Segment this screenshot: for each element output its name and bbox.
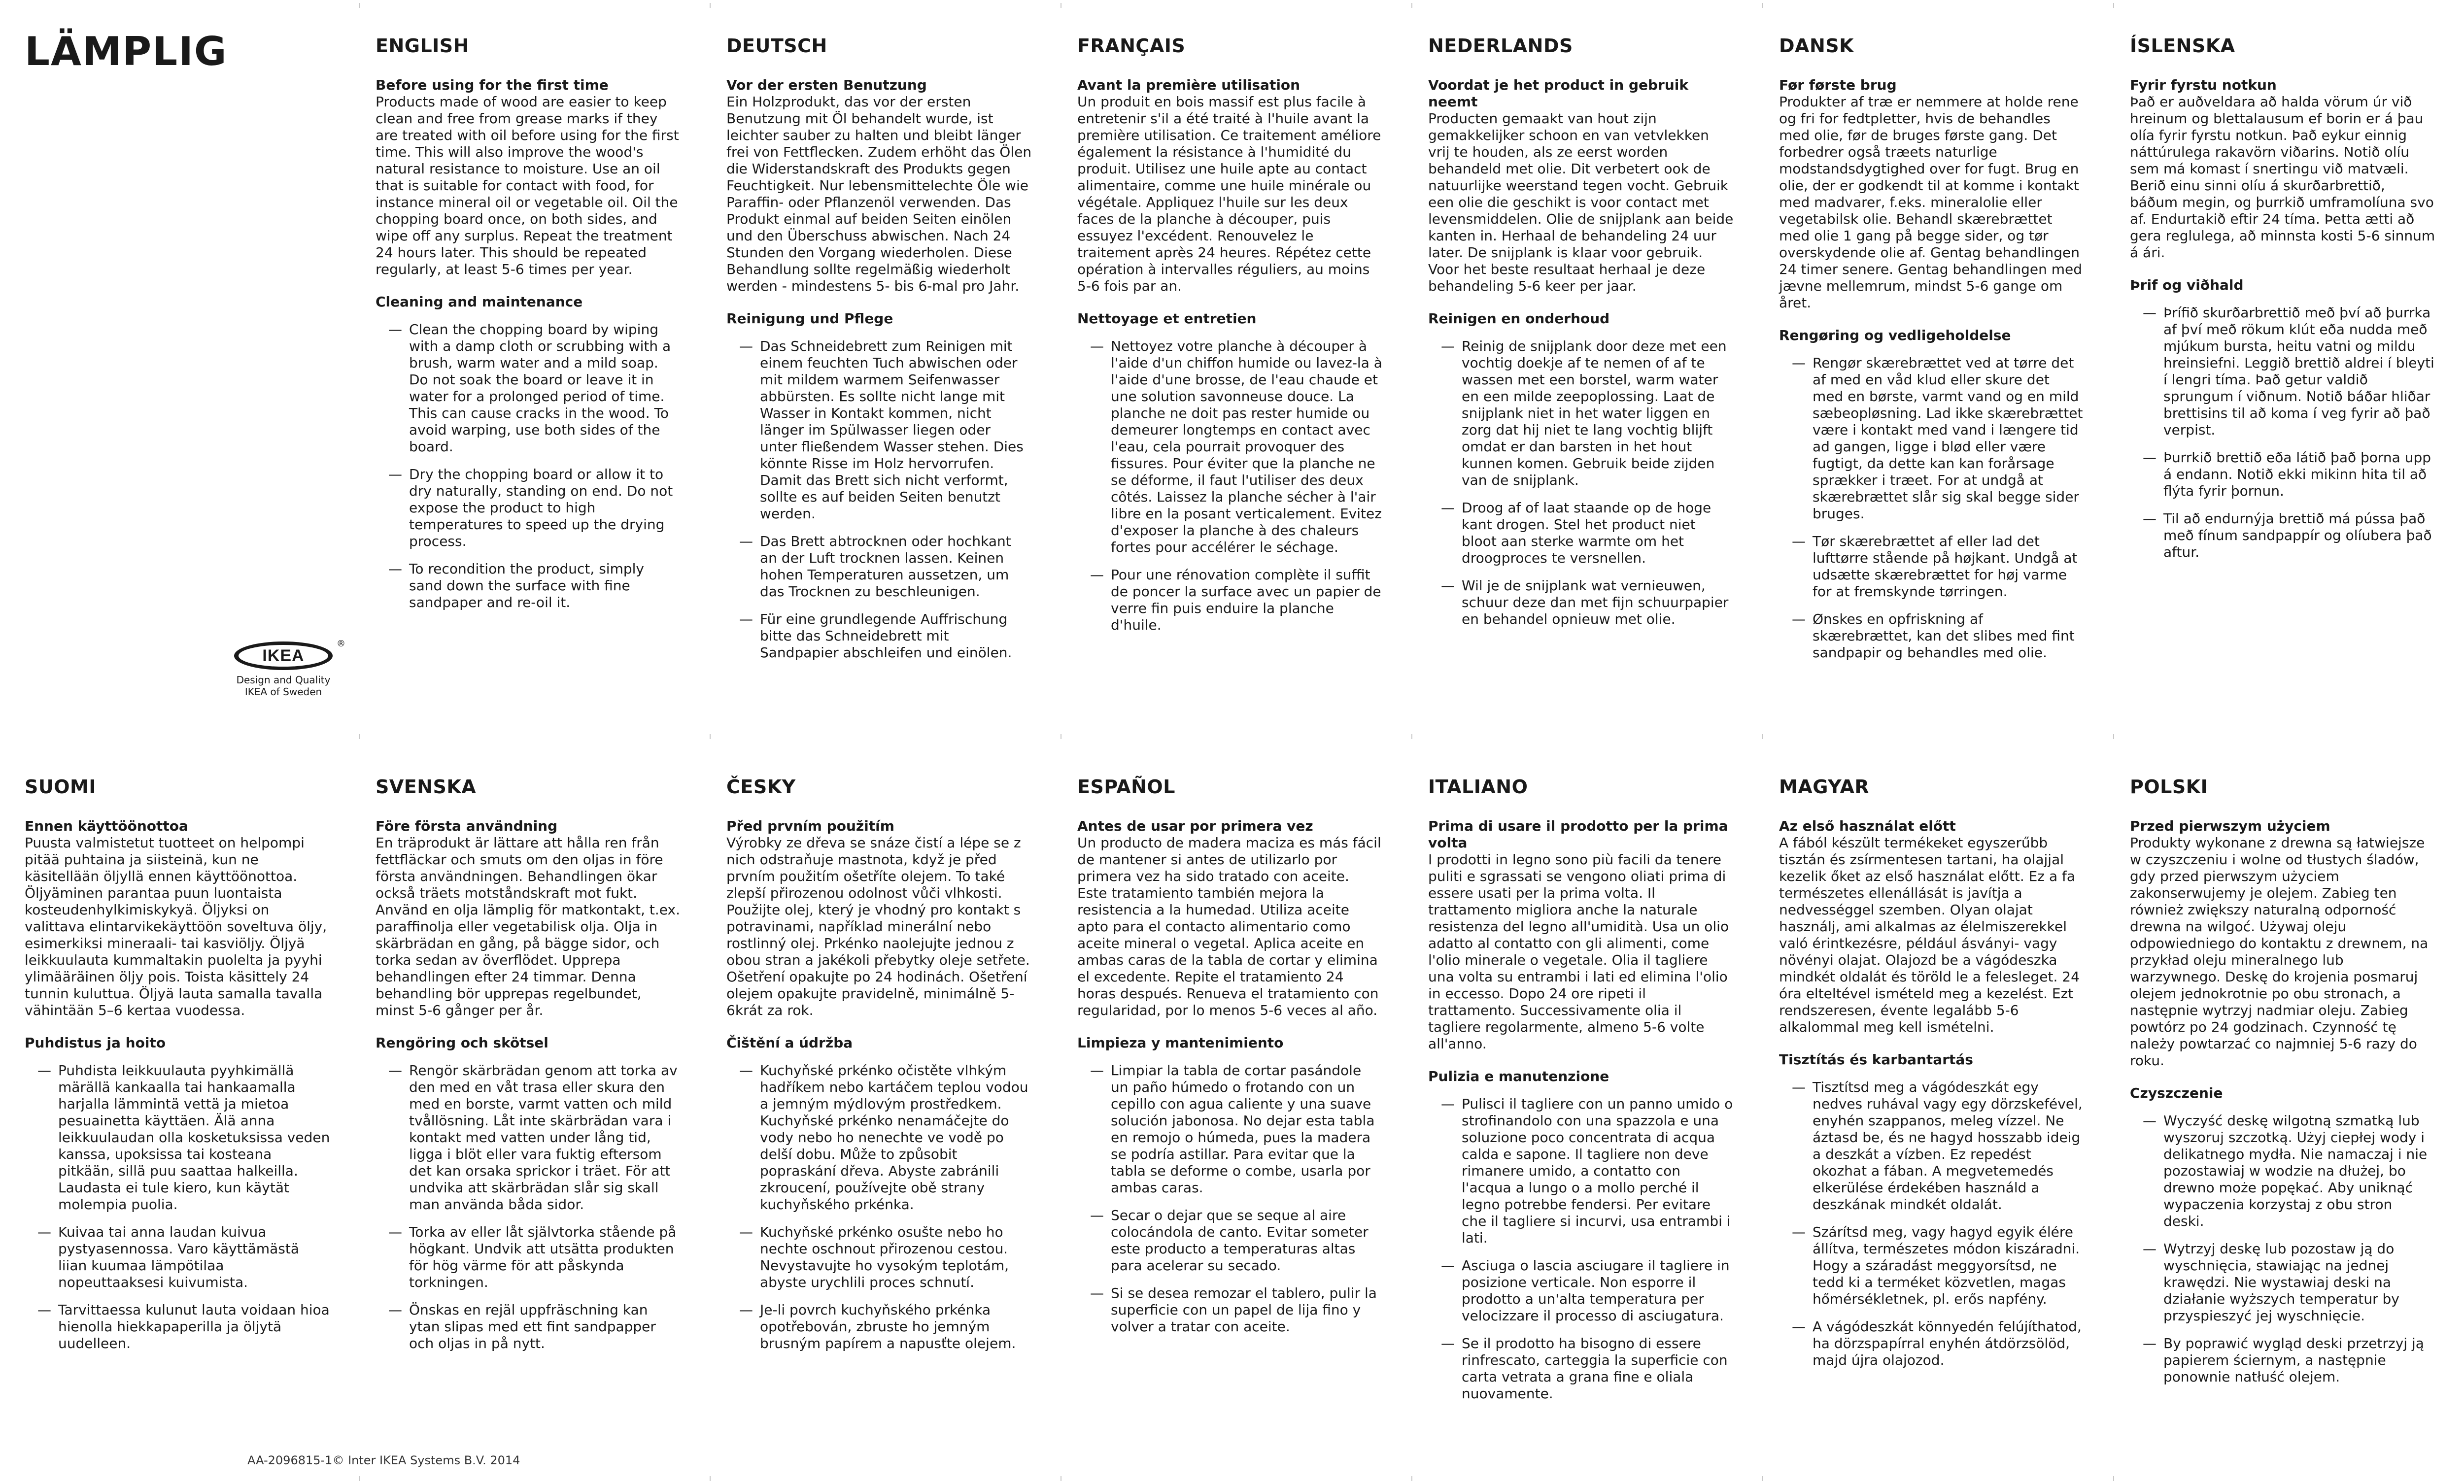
language-heading: NEDERLANDS [1428,35,1573,57]
first-use-heading: Antes de usar por primera vez [1077,818,1313,834]
care-step: — Kuchyňské prkénko očistěte vlhkým hadříkem nebo kartáčem teplou vodou a jemným mýdlovým prostředkem. Kuchyňské prkénko nenamáčejte do vody nebo ho nenechte ve vodě po delší dobu. Může to způsobit popraskání dřeva. Abyste zabránili zkroucení, používejte obě strany kuchyňského prkénka. [726,1062,1032,1213]
first-use-heading: Az első használat előtt [1779,818,1956,834]
first-use-text: Produkter af træ er nemmere at holde rene og fri for fedtpletter, hvis de behandles med olie, før de bruges første gang. Det forbedrer også træets naturlige modstandsdygtighed over for fugt. Brug en olie, der er godkendt til at komme i kontakt med madvarer, f.eks. mineralolie eller vegetabilsk olie. Behandl skærebrættet med olie 1 gang på begge sider, og tør overskydende olie af. Gentag behandlingen 24 timer senere. Gentag behandlingen med jævne mellemrum, mindst 5-6 gange om året. [1779,94,2083,311]
care-step: — Secar o dejar que se seque al aire colocándola de canto. Evitar someter este producto a temperaturas altas para acelerar su secado. [1077,1207,1383,1274]
care-heading: Reinigen en onderhoud [1428,310,1610,327]
first-use-text: Það er auðveldara að halda vörum úr við hreinum og blettalausum ef borin er á þau olía fyrir fyrstu notkun. Það eykur einnig náttúrulega rakavörn viðarins. Notið olíu sem má komast í snertingu við matvæli. Berið einu sinni olíu á skurðarbrettið, báðum megin, og þurrkið umframolíuna svo af. Endurtakið eftir 24 tíma. Þetta ætti að gera reglulega, að minnsta kosti 5-6 sinnum á ári. [2130,94,2435,261]
language-heading: ESPAÑOL [1077,776,1175,798]
section-svenska [376,775,681,1363]
section-cesky [726,775,1032,1363]
first-use-heading: Vor der ersten Benutzung [726,77,927,93]
care-step: — Tarvittaessa kulunut lauta voidaan hioa hienolla hiekkapaperilla ja öljytä uudelleen. [25,1302,330,1352]
fold-mark [359,734,360,739]
section-english [376,34,681,622]
section-magyar [1779,775,2085,1380]
language-heading: ENGLISH [376,35,469,57]
care-step: — Rengör skärbrädan genom att torka av den med en våt trasa eller skura den med en borste, varmt vatten och mild tvållösning. Låt inte skärbrädan vara i kontakt med vatten under lång tid, ligga i blöt eller vara fuktig eftersom det kan orsaka sprickor i träet. För att undvika att skärbrädan slår sig skall man använda båda sidor. [376,1062,681,1213]
first-use-heading: Før første brug [1779,77,1897,93]
language-heading: ÍSLENSKA [2130,35,2235,57]
logo-tagline-origin: IKEA of Sweden [244,686,322,698]
care-step: — Rengør skærebrættet ved at tørre det af med en våd klud eller skure det med en børste, varmt vand og en mild sæbeopløsning. Lad ikke skærebrættet være i kontakt med vand i længere tid ad gangen, ligge i blød eller være fugtigt, da dette kan kan forårsage sprækker i træet. For at undgå at skærebrættet slår sig skal begge sider bruges. [1779,355,2085,522]
first-use-heading: Before using for the first time [376,77,609,93]
care-step: — Ønskes en opfriskning af skærebrættet, kan det slibes med fint sandpapir og behandles med olie. [1779,611,2085,661]
fold-mark [710,1476,711,1481]
fold-mark [2113,1476,2114,1481]
first-use-text: En träprodukt är lättare att hålla ren från fettfläckar och smuts om den oljas in före första användningen. Behandlingen ökar också träets motståndskraft mot fukt. Använd en olja lämplig för matkontakt, t.ex. paraffinolja eller vegetabilisk olja. Olja in skärbrädan en gång, på bägge sidor, och torka sedan av överflödet. Upprepa behandlingen efter 24 timmar. Denna behandling bör upprepas regelbundet, minst 5-6 gånger per år. [376,835,681,1018]
fold-mark [1762,3,1763,8]
language-heading: ITALIANO [1428,776,1528,798]
care-steps [726,338,1032,661]
care-step: — Wytrzyj deskę lub pozostaw ją do wyschnięcia, stawiając na jednej krawędzi. Nie wystawiaj deski na działanie wyższych temperatur by przyspieszyć jej wyschnięcie. [2130,1241,2435,1324]
section-francais [1077,34,1383,644]
care-step: — Das Schneidebrett zum Reinigen mit einem feuchten Tuch abwischen oder mit mildem warmem Seifenwasser abbürsten. Es sollte nicht lange mit Wasser in Kontakt kommen, nicht länger im Spülwasser liegen oder unter fließendem Wasser stehen. Dies könnte Risse im Holz hervorrufen. Damit das Brett sich nicht verformt, sollte es auf beiden Seiten benutzt werden. [726,338,1032,522]
care-step: — Pulisci il tagliere con un panno umido o strofinandolo con una spazzola e una soluzione poco concentrata di acqua calda e sapone. Il tagliere non deve rimanere umido, a contatto con l'acqua a lungo o a mollo perché il legno potrebbe fendersi. Per evitare che il tagliere si incurvi, usa entrambi i lati. [1428,1096,1734,1247]
care-step: — Önskas en rejäl uppfräschning kan ytan slipas med ett fint sandpapper och oljas in på nytt. [376,1302,681,1352]
care-heading: Rengøring og vedligeholdelse [1779,327,2011,343]
ikea-logo-block [224,639,345,698]
document-code: AA-2096815-1© Inter IKEA Systems B.V. 2014 [247,1453,520,1467]
care-step: — Asciuga o lascia asciugare il tagliere in posizione verticale. Non esporre il prodotto a un'alta temperatura per velocizzare il processo di asciugatura. [1428,1257,1734,1324]
care-step: — Limpiar la tabla de cortar pasándole un paño húmedo o frotando con un cepillo con agua caliente y una suave solución jabonosa. No dejar esta tabla en remojo o húmeda, pues la madera se podría astillar. Para evitar que la tabla se deforme o combe, usarla por ambas caras. [1077,1062,1383,1196]
care-heading: Reinigung und Pflege [726,310,893,327]
first-use-text: Un producto de madera maciza es más fácil de mantener si antes de utilizarlo por primera vez ha sido tratado con aceite. Este tratamiento también mejora la resistencia a la humedad. Utiliza aceite apto para el contacto alimentario como aceite mineral o vegetal. Aplica aceite en ambas caras de la tabla de cortar y elimina el excedente. Repite el tratamiento 24 horas después. Renueva el tratamiento con regularidad, por lo menos 5-6 veces al año. [1077,835,1381,1018]
first-use-heading: Voordat je het product in gebruik neemt [1428,77,1688,110]
care-step: — Droog af of laat staande op de hoge kant drogen. Stel het product niet bloot aan sterke warmte om het droogproces te versnellen. [1428,500,1734,567]
registered-mark: ® [337,639,345,649]
language-heading: DEUTSCH [726,35,827,57]
section-islenska [2130,34,2435,572]
fold-mark [1411,734,1412,739]
care-step: — Tør skærebrættet af eller lad det lufttørre stående på højkant. Undgå at udsætte skærebrættet for høj varme for at fremskynde tørringen. [1779,533,2085,600]
care-steps [726,1062,1032,1352]
care-heading: Čištění a údržba [726,1035,853,1051]
care-step: — Þurrkið brettið eða látið það þorna upp á endann. Notið ekki mikinn hita til að flýta fyrir þornun. [2130,449,2435,500]
language-heading: FRANÇAIS [1077,35,1186,57]
section-dansk [1779,34,2085,672]
care-heading: Puhdistus ja hoito [25,1035,166,1051]
care-steps [1779,355,2085,661]
fold-mark [710,3,711,8]
care-step: — Kuivaa tai anna laudan kuivua pystyasennossa. Varo käyttämästä liian kuumaa lämpötilaa nopeuttaaksesi kuivumista. [25,1224,330,1291]
care-steps [1077,1062,1383,1335]
care-step: — Je-li povrch kuchyňského prkénka opotřebován, zbruste ho jemným brusným papírem a napusťte olejem. [726,1302,1032,1352]
care-steps [376,321,681,611]
section-suomi [25,775,330,1363]
first-use-text: Ein Holzprodukt, das vor der ersten Benutzung mit Öl behandelt wurde, ist leichter sauber zu halten und bleibt länger frei von Fettflecken. Zudem erhöht das Ölen die Widerstandskraft des Produkts gegen Feuchtigkeit. Nur lebensmittelechte Öle wie Paraffin- oder Pflanzenöl verwenden. Das Produkt einmal auf beiden Seiten einölen und den Überschuss abwischen. Nach 24 Stunden den Vorgang wiederholen. Diese Behandlung sollte regelmäßig wiederholt werden - mindestens 5- bis 6-mal pro Jahr. [726,94,1032,294]
care-steps [25,1062,330,1352]
care-heading: Czyszczenie [2130,1085,2223,1101]
care-step: — Wyczyść deskę wilgotną szmatką lub wyszoruj szczotką. Użyj ciepłej wody i delikatnego mydła. Nie namaczaj i nie pozostawiaj w wodzie na dłużej, bo drewno może popękać. Aby uniknąć wypaczenia korzystaj z obu stron deski. [2130,1113,2435,1230]
care-step: — Das Brett abtrocknen oder hochkant an der Luft trocknen lassen. Keinen hohen Temperaturen aussetzen, um das Trocknen zu beschleunigen. [726,533,1032,600]
care-steps [2130,1113,2435,1385]
first-use-heading: Před prvním použitím [726,818,894,834]
care-steps [1428,1096,1734,1402]
care-step: — Szárítsd meg, vagy hagyd egyik élére állítva, természetes módon kiszáradni. Hogy a száradást meggyorsítsd, ne tedd ki a terméket közvetlen, magas hőmérsékletnek, pl. erős napfény. [1779,1224,2085,1308]
first-use-text: I prodotti in legno sono più facili da tenere puliti e sgrassati se vengono oliati prima di essere usati per la prima volta. Il trattamento migliora anche la naturale resistenza del legno all'umidità. Usa un olio adatto al contatto con gli alimenti, come l'olio minerale o vegetale. Olia il tagliere una volta su entrambi i lati ed elimina l'olio in eccesso. Dopo 24 ore ripeti il trattamento. Successivamente olia il tagliere regolarmente, almeno 5-6 volte all'anno. [1428,851,1729,1052]
language-heading: MAGYAR [1779,776,1870,798]
fold-mark [359,3,360,8]
language-heading: POLSKI [2130,776,2208,798]
care-steps [2130,304,2435,561]
language-heading: SVENSKA [376,776,477,798]
section-espanol [1077,775,1383,1346]
care-steps [1779,1079,2085,1369]
care-step: — A vágódeszkát könnyedén felújíthatod, ha dörzspapírral enyhén átdörzsölöd, majd újra olajozod. [1779,1318,2085,1369]
logo-tagline: Design and Quality [236,674,331,686]
first-use-text: Puusta valmistetut tuotteet on helpompi pitää puhtaina ja siisteinä, kun ne käsitellään öljyllä ennen käyttöönottoa. Öljyäminen parantaa puun luontaista kosteudenhylkimiskykyä. Öljyksi on valittava elintarvikekäyttöön soveltuva öljy, esimerkiksi mineraali- tai kasviöljy. Öljyä leikkuulauta kummaltakin puolelta ja pyyhi ylimääräinen öljy pois. Toista käsittely 24 tunnin kuluttua. Öljyä lauta samalla tavalla vähintään 5–6 kertaa vuodessa. [25,835,327,1018]
care-step: — Tisztítsd meg a vágódeszkát egy nedves ruhával vagy egy dörzskefével, enyhén szappanos, meleg vízzel. Ne áztasd be, és ne hagyd hosszabb ideig a deszkát a vízben. Ez repedést okozhat a fában. A megvetemedés elkerülése érdekében használd a deszkának mindkét oldalát. [1779,1079,2085,1213]
first-use-text: Products made of wood are easier to keep clean and free from grease marks if they are treated with oil before using for the first time. This will also improve the wood's natural resistance to moisture. Use an oil that is suitable for contact with food, for instance mineral oil or vegetable oil. Oil the chopping board once, on both sides, and wipe off any surplus. Repeat the treatment 24 hours later. This should be repeated regularly, at least 5-6 times per year. [376,94,679,277]
care-steps [376,1062,681,1352]
care-step: — Kuchyňské prkénko osušte nebo ho nechte oschnout přirozenou cestou. Nevystavujte ho vysokým teplotám, abyste urychlili proces schnutí. [726,1224,1032,1291]
first-use-heading: Prima di usare il prodotto per la prima volta [1428,818,1728,851]
care-step: — Þrífið skurðarbrettið með því að þurrka af því með rökum klút eða nudda með mjúkum bursta, heitu vatni og mildu hreinsiefni. Leggið brettið aldrei í bleyti í lengri tíma. Það getur valdið sprungum í viðnum. Notið báðar hliðar brettisins til að koma í veg fyrir að það verpist. [2130,304,2435,438]
care-step: — Puhdista leikkuulauta pyyhkimällä märällä kankaalla tai hankaamalla harjalla lämmintä vettä ja mietoa pesuainetta käyttäen. Älä anna leikkuulaudan olla kosketuksissa veden kanssa, upoksissa tai kosteana pitkään, sillä puu saattaa halkeilla. Laudasta ei tule kiero, kun käytät molempia puolia. [25,1062,330,1213]
ikea-logo-icon [234,639,345,670]
care-step: — By poprawić wygląd deski przetrzyj ją papierem ściernym, a następnie ponownie natłuść olejem. [2130,1335,2435,1385]
first-use-heading: Fyrir fyrstu notkun [2130,77,2277,93]
fold-mark [359,1476,360,1481]
ikea-logo-text: IKEA [239,645,328,667]
care-heading: Þrif og viðhald [2130,277,2244,293]
care-step: — Wil je de snijplank wat vernieuwen, schuur deze dan met fijn schuurpapier en behandel opnieuw met olie. [1428,577,1734,628]
language-heading: DANSK [1779,35,1854,57]
first-use-heading: Przed pierwszym użyciem [2130,818,2330,834]
first-use-heading: Före första användning [376,818,558,834]
first-use-text: Produkty wykonane z drewna są łatwiejsze w czyszczeniu i wolne od tłustych śladów, gdy przed pierwszym użyciem zakonserwujemy je olejem. Zabieg ten również zwiększy naturalną odporność drewna na wilgoć. Używaj oleju odpowiedniego do kontaktu z drewnem, na przykład oleju mineralnego lub warzywnego. Deskę do krojenia posmaruj olejem jednokrotnie po obu stronach, a następnie wytrzyj nadmiar oleju. Zabieg powtórz po 24 godzinach. Czynność tę należy powtarzać co najmniej 5-6 razy do roku. [2130,835,2429,1069]
care-step: — Für eine grundlegende Auffrischung bitte das Schneidebrett mit Sandpapier abschleifen und einölen. [726,611,1032,661]
first-use-text: A fából készült termékeket egyszerűbb tisztán és zsírmentesen tartani, ha olajjal kezelik őket az első használat előtt. Ez a fa természetes ellenállását is javítja a nedvességgel szemben. Olyan olajat használj, ami alkalmas az élelmiszerekkel való érintkezésre, például ásványi- vagy növényi olajat. Olajozd be a vágódeszka mindkét oldalát és töröld le a felesleget. 24 óra elteltével ismételd meg a kezelést. Ezt rendszeresen, évente legalább 5-6 alkalommal meg kell ismételni. [1779,835,2080,1035]
first-use-heading: Ennen käyttöönottoa [25,818,188,834]
fold-mark [2113,734,2114,739]
care-steps [1428,338,1734,628]
care-heading: Rengöring och skötsel [376,1035,548,1051]
first-use-heading: Avant la première utilisation [1077,77,1300,93]
care-heading: Pulizia e manutenzione [1428,1068,1609,1084]
care-step: — Clean the chopping board by wiping with a damp cloth or scrubbing with a brush, warm water and a mild soap. Do not soak the board or leave it in water for a prolonged period of time. This can cause cracks in the wood. To avoid warping, use both sides of the board. [376,321,681,455]
first-use-text: Un produit en bois massif est plus facile à entretenir s'il a été traité à l'huile avant la première utilisation. Ce traitement améliore également la résistance à l'humidité du produit. Utilisez une huile apte au contact alimentaire, comme une huile minérale ou végétale. Appliquez l'huile sur les deux faces de la planche à découper, puis essuyez l'excédent. Renouvelez le traitement après 24 heures. Répétez cette opération à intervalles réguliers, au moins 5-6 fois par an. [1077,94,1381,294]
care-step: — Nettoyez votre planche à découper à l'aide d'un chiffon humide ou lavez-la à l'aide d'une brosse, de l'eau chaude et une solution savonneuse douce. La planche ne doit pas rester humide ou demeurer longtemps en contact avec l'eau, cela pourrait provoquer des fissures. Pour éviter que la planche ne se déforme, il faut l'utiliser des deux côtés. Laissez la planche sécher à l'air libre en la posant verticalement. Evitez d'exposer la planche à des chaleurs fortes pour accélérer le séchage. [1077,338,1383,556]
section-nederlands [1428,34,1734,639]
first-use-text: Výrobky ze dřeva se snáze čistí a lépe se z nich odstraňuje mastnota, když je před prvním použitím ošetříte olejem. To také zlepší přirozenou odolnost vůči vlhkosti. Použijte olej, který je vhodný pro kontakt s potravinami, například minerální nebo rostlinný olej. Prkénko naolejujte jednou z obou stran a jakékoli přebytky oleje setřete. Ošetření opakujte po 24 hodinách. Ošetření olejem opakujte pravidelně, minimálně 5-6krát za rok. [726,835,1030,1018]
care-heading: Limpieza y mantenimiento [1077,1035,1284,1051]
fold-mark [1411,3,1412,8]
first-use-text: Producten gemaakt van hout zijn gemakkelijker schoon en van vetvlekken vrij te houden, als ze eerst worden behandeld met olie. Dit verbetert ook de natuurlijke weerstand tegen vocht. Gebruik een olie die geschikt is voor contact met levensmiddelen. Olie de snijplank aan beide kanten in. Herhaal de behandeling 24 uur later. De snijplank is klaar voor gebruik. Voor het beste resultaat herhaal je deze behandeling 5-6 keer per jaar. [1428,110,1734,294]
section-italiano [1428,775,1734,1413]
fold-mark [710,734,711,739]
care-heading: Nettoyage et entretien [1077,310,1257,327]
care-step: — Pour une rénovation complète il suffit de poncer la surface avec un papier de verre fin puis enduire la planche d'huile. [1077,567,1383,634]
language-heading: ČESKY [726,776,796,798]
care-step: — Si se desea remozar el tablero, pulir la superficie con un papel de lija fino y volver a tratar con aceite. [1077,1285,1383,1335]
care-steps [1077,338,1383,634]
care-step: — Reinig de snijplank door deze met een vochtig doekje af te nemen of af te wassen met een borstel, warm water en een milde zeepoplossing. Laat de snijplank niet in het water liggen en zorg dat hij niet te lang vochtig blijft omdat er dan barsten in het hout kunnen komen. Gebruik beide zijden van de snijplank. [1428,338,1734,489]
fold-mark [1411,1476,1412,1481]
care-heading: Tisztítás és karbantartás [1779,1051,1973,1068]
fold-mark [1762,734,1763,739]
care-step: — Til að endurnýja brettið má pússa það með fínum sandpappír og olíubera það aftur. [2130,510,2435,561]
care-step: — Dry the chopping board or allow it to dry naturally, standing on end. Do not expose the product to high temperatures to speed up the drying process. [376,466,681,550]
section-deutsch [726,34,1032,672]
care-step: — Se il prodotto ha bisogno di essere rinfrescato, carteggia la superficie con carta vetrata a grana fine e oliala nuovamente. [1428,1335,1734,1402]
care-heading: Cleaning and maintenance [376,294,583,310]
language-heading: SUOMI [25,776,96,798]
care-step: — To recondition the product, simply sand down the surface with fine sandpaper and re-oil it. [376,561,681,611]
section-polski [2130,775,2435,1396]
fold-mark [1762,1476,1763,1481]
fold-mark [2113,3,2114,8]
product-title: LÄMPLIG [25,29,228,74]
care-step: — Torka av eller låt självtorka stående på högkant. Undvik att utsätta produkten för hög värme för att påskynda torkningen. [376,1224,681,1291]
